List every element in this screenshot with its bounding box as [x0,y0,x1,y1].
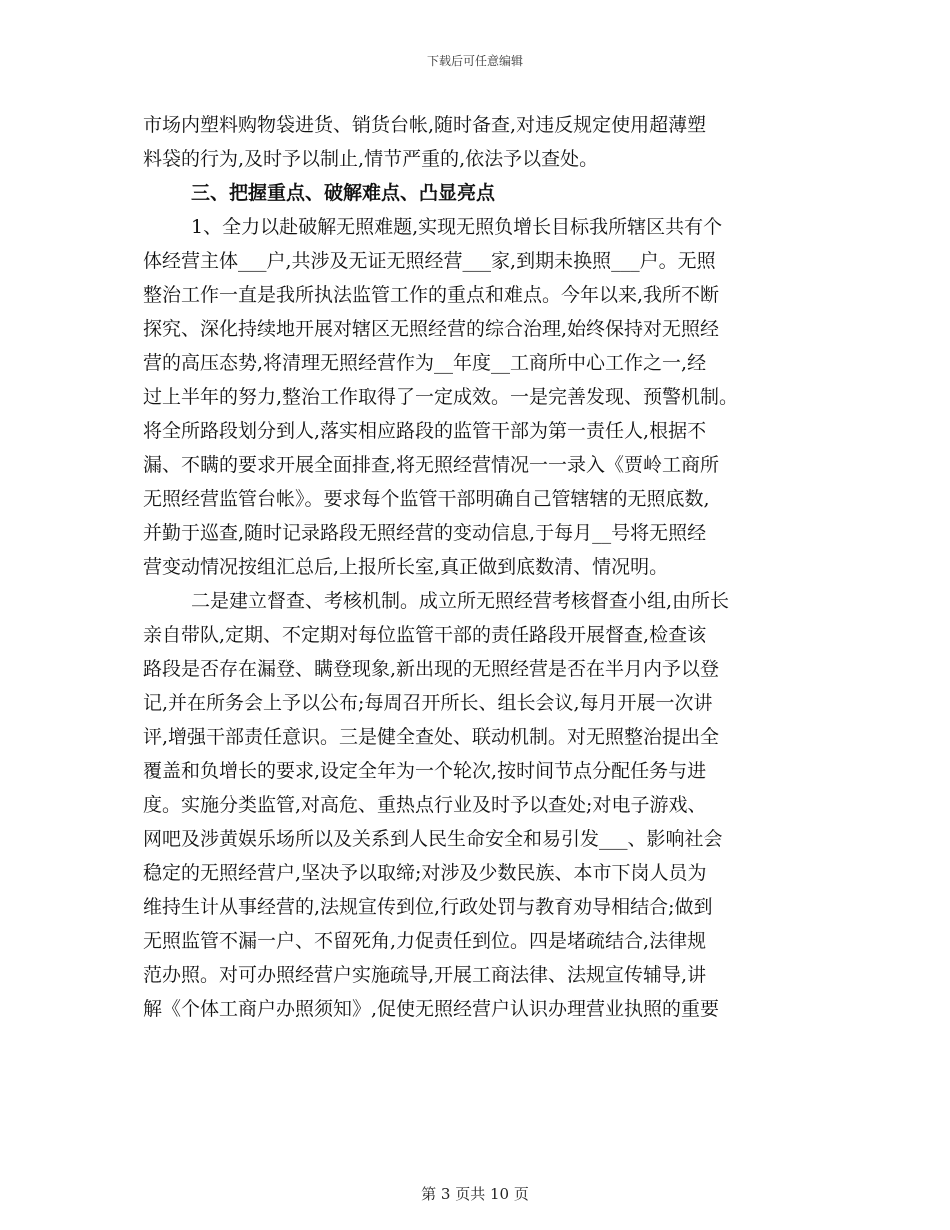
paragraph-line: 料袋的行为,及时予以制止,情节严重的,依法予以查处。 [143,148,599,170]
paragraph-line: 过上半年的努力,整治工作取得了一定成效。一是完善发现、预警机制。 [143,386,739,408]
paragraph-line: 亲自带队,定期、不定期对每位监管干部的责任路段开展督查,检查该 [143,624,707,646]
paragraph-line: 路段是否存在漏登、瞒登现象,新出现的无照经营是否在半月内予以登 [143,658,720,680]
paragraph-line: 将全所路段划分到人,落实相应路段的监管干部为第一责任人,根据不 [143,420,707,442]
paragraph-line: 市场内塑料购物袋进货、销货台帐,随时备查,对违反规定使用超薄塑 [143,114,707,136]
paragraph-line: 漏、不瞒的要求开展全面排查,将无照经营情况一一录入《贾岭工商所 [143,454,720,476]
paragraph-line: 营变动情况按组汇总后,上报所长室,真正做到底数清、情况明。 [143,556,669,578]
paragraph-line: 体经营主体___户,共涉及无证无照经营___家,到期未换照___户。无照 [143,250,716,272]
paragraph-line: 范办照。对可办照经营户实施疏导,开展工商法律、法规宣传辅导,讲 [143,964,707,986]
paragraph-line: 无照监管不漏一户、不留死角,力促责任到位。四是堵疏结合,法律规 [143,930,707,952]
paragraph-line: 覆盖和负增长的要求,设定全年为一个轮次,按时间节点分配任务与进 [143,760,707,782]
paragraph-line: 稳定的无照经营户,坚决予以取缔;对涉及少数民族、本市下岗人员为 [143,862,707,884]
paragraph-line: 维持生计从事经营的,法规宣传到位,行政处罚与教育劝导相结合;做到 [143,896,713,918]
paragraph-line: 度。实施分类监管,对高危、重热点行业及时予以查处;对电子游戏、 [143,794,707,816]
paragraph-line: 整治工作一直是我所执法监管工作的重点和难点。今年以来,我所不断 [143,284,720,306]
page-header: 下载后可任意编辑 [426,54,523,68]
paragraph-line: 解《个体工商户办照须知》,促使无照经营户认识办理营业执照的重要 [143,998,720,1020]
page-footer: 第 3 页共 10 页 [421,1185,529,1203]
paragraph-line: 并勤于巡查,随时记录路段无照经营的变动信息,于每月__号将无照经 [143,522,707,544]
paragraph-line: 营的高压态势,将清理无照经营作为__年度__工商所中心工作之一,经 [143,352,707,374]
paragraph-line: 二是建立督查、考核机制。成立所无照经营考核督查小组,由所长 [191,590,730,612]
section-heading: 三、把握重点、破解难点、凸显亮点 [191,182,496,204]
paragraph-line: 无照经营监管台帐》。要求每个监管干部明确自己管辖辖的无照底数, [143,488,710,510]
document-body [143,108,818,1026]
paragraph-line: 评,增强干部责任意识。三是健全查处、联动机制。对无照整治提出全 [143,726,720,748]
paragraph-line: 记,并在所务会上予以公布;每周召开所长、组长会议,每月开展一次讲 [143,692,713,714]
paragraph-line: 探究、深化持续地开展对辖区无照经营的综合治理,始终保持对无照经 [143,318,720,340]
paragraph-line: 1、全力以赴破解无照难题,实现无照负增长目标我所辖区共有个 [191,216,723,238]
paragraph-line: 网吧及涉黄娱乐场所以及关系到人民生命安全和易引发___、影响社会 [143,828,723,850]
